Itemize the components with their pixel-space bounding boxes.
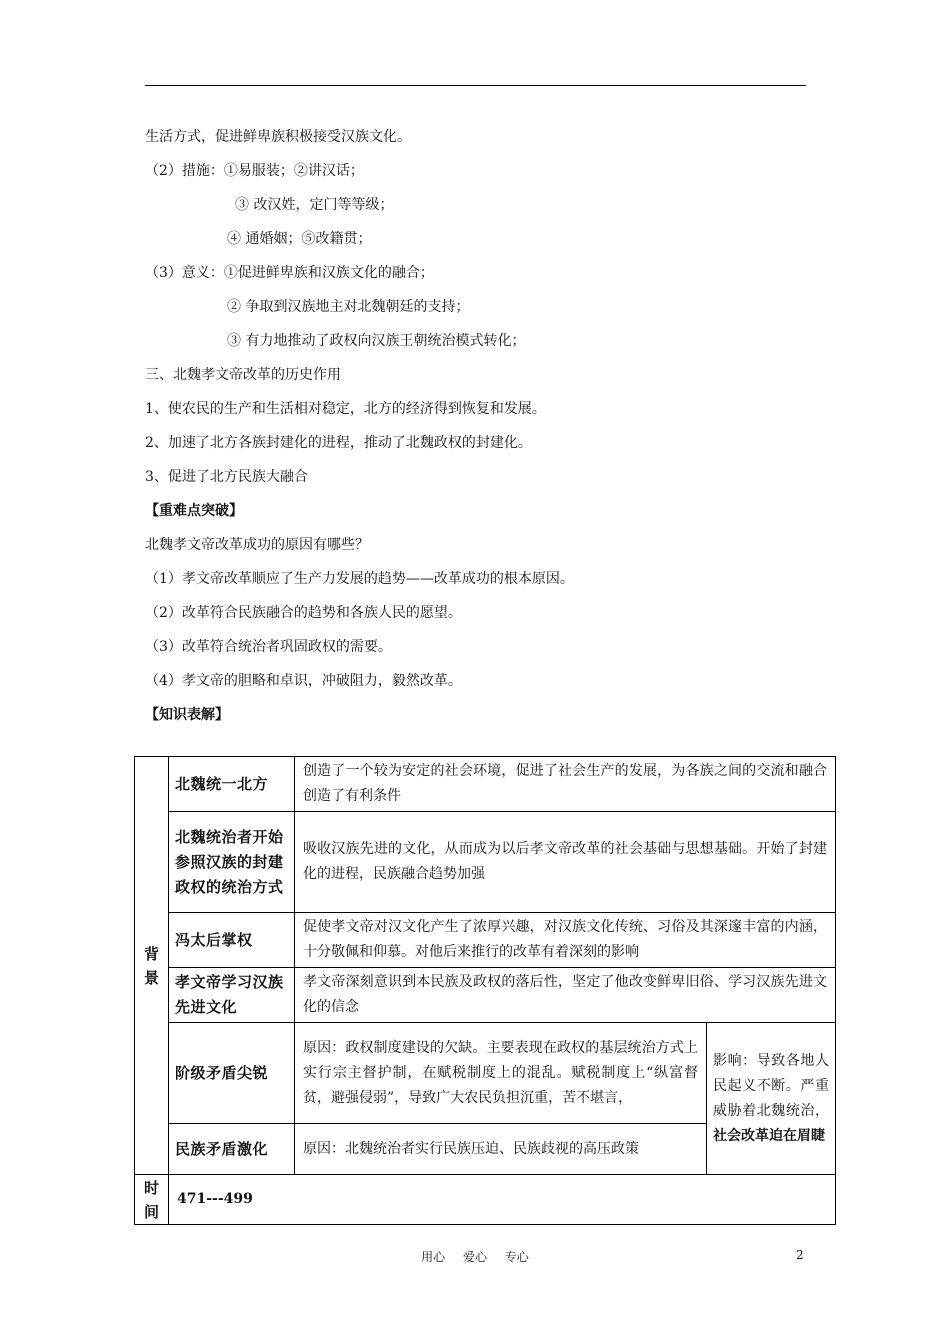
impact-emphasis: 社会改革迫在眉睫 [713, 1127, 825, 1144]
topic-cell: 北魏统一北方 [169, 757, 295, 812]
section-heading: 三、北魏孝文帝改革的历史作用 [145, 367, 341, 383]
background-label-cell [135, 757, 169, 1175]
background-label: 背景 [143, 944, 159, 987]
text-line: 生活方式，促进鲜卑族积极接受汉族文化。 [145, 129, 411, 145]
table-row [135, 1023, 836, 1124]
table-row [135, 913, 836, 968]
text-line: ③ 改汉姓，定门等等级； [235, 197, 394, 213]
time-value: 471---499 [169, 1175, 836, 1225]
time-label-cell [135, 1175, 169, 1225]
text-line: （3）改革符合统治者巩固政权的需要。 [145, 639, 392, 655]
text-line: 3、促进了北方民族大融合 [145, 469, 308, 485]
topic-cell: 冯太后掌权 [169, 913, 295, 968]
table-row [135, 812, 836, 913]
time-label: 时间 [143, 1178, 159, 1221]
topic-cell: 阶级矛盾尖锐 [169, 1023, 295, 1124]
desc-cell: 吸收汉族先进的文化，从而成为以后孝文帝改革的社会基础与思想基础。开始了封建化的进程，民族融合趋势加强 [295, 812, 836, 913]
section-heading: 【知识表解】 [145, 707, 229, 723]
table-row [135, 968, 836, 1023]
text-line: （1）孝文帝改革顺应了生产力发展的趋势——改革成功的根本原因。 [145, 571, 574, 587]
body-text [145, 120, 825, 732]
text-line: 2、加速了北方各族封建化的进程，推动了北魏政权的封建化。 [145, 435, 532, 451]
desc-cell: 原因：北魏统治者实行民族压迫、民族歧视的高压政策 [295, 1124, 707, 1175]
text-line: ④ 通婚姻；⑤改籍贯； [227, 231, 372, 247]
text-line: （2）改革符合民族融合的趋势和各族人民的愿望。 [145, 605, 462, 621]
footer-slogan: 用心 爱心 专心 [421, 1250, 529, 1264]
desc-cell: 孝文帝深刻意识到本民族及政权的落后性，坚定了他改变鲜卑旧俗、学习汉族先进文化的信念 [295, 968, 836, 1023]
text-line: 1、使农民的生产和生活相对稳定，北方的经济得到恢复和发展。 [145, 401, 546, 417]
topic-cell: 民族矛盾激化 [169, 1124, 295, 1175]
knowledge-table [134, 756, 836, 1225]
section-heading: 【重难点突破】 [145, 503, 243, 519]
impact-text: 影响：导致各地人民起义不断。严重威胁着北魏统治， [713, 1052, 829, 1119]
impact-cell [707, 1023, 836, 1175]
desc-cell: 原因：政权制度建设的欠缺。主要表现在政权的基层统治方式上实行宗主督护制，在赋税制度上的混乱。赋税制度上“纵富督贫，避强侵弱”，导致广大农民负担沉重，苦不堪言， [295, 1023, 707, 1124]
text-line: （2）措施：①易服装；②讲汉话； [145, 163, 364, 179]
text-line: 北魏孝文帝改革成功的原因有哪些？ [145, 537, 369, 553]
text-line: （4）孝文帝的胆略和卓识，冲破阻力，毅然改革。 [145, 673, 462, 689]
text-line: ③ 有力地推动了政权向汉族王朝统治模式转化； [227, 333, 526, 349]
table-row [135, 757, 836, 812]
page-number: 2 [796, 1248, 804, 1262]
desc-cell: 创造了一个较为安定的社会环境，促进了社会生产的发展，为各族之间的交流和融合创造了有利条件 [295, 757, 836, 812]
topic-cell: 孝文帝学习汉族先进文化 [169, 968, 295, 1023]
table-row [135, 1175, 836, 1225]
topic-cell: 北魏统治者开始参照汉族的封建政权的统治方式 [169, 812, 295, 913]
text-line: ② 争取到汉族地主对北魏朝廷的支持； [227, 299, 470, 315]
header-rule [145, 85, 806, 86]
text-line: （3）意义：①促进鲜卑族和汉族文化的融合； [145, 265, 434, 281]
desc-cell: 促使孝文帝对汉文化产生了浓厚兴趣，对汉族文化传统、习俗及其深邃丰富的内涵，十分敬佩和仰慕。对他后来推行的改革有着深刻的影响 [295, 913, 836, 968]
